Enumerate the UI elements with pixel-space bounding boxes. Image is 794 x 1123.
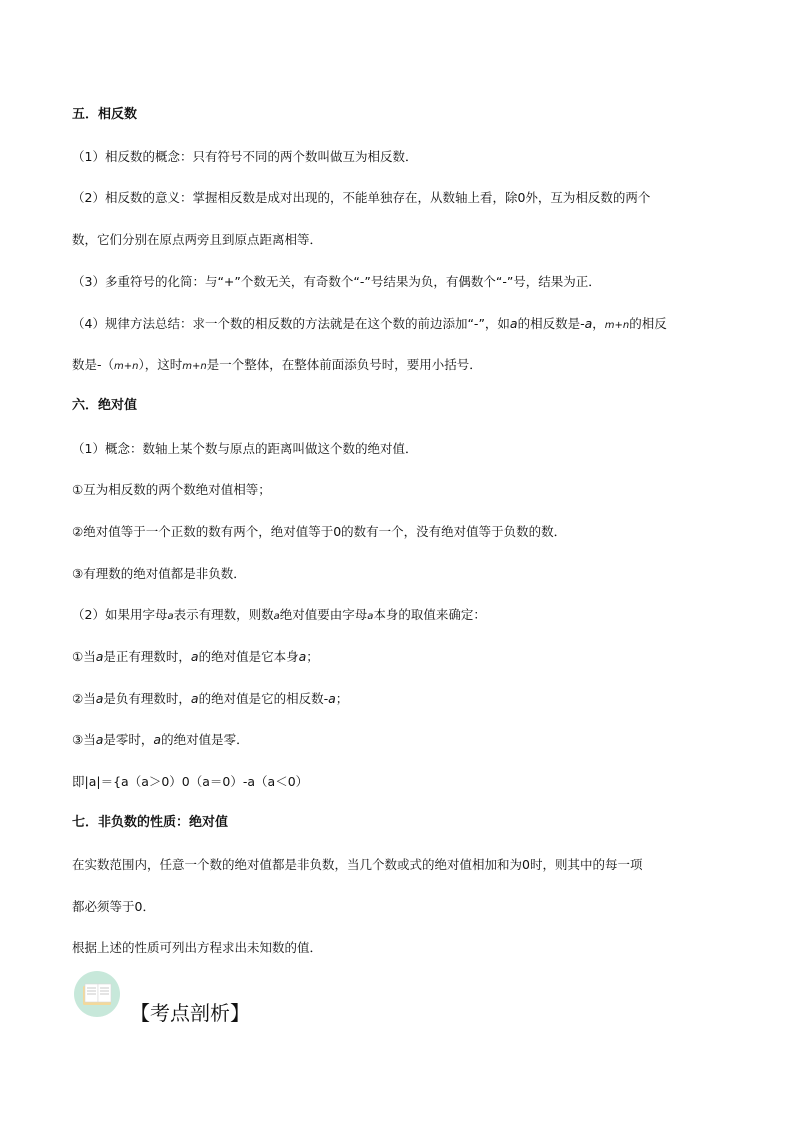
absolute-value-formula: 即|a|＝{a（a＞0）0（a＝0）-a（a＜0） bbox=[72, 774, 309, 789]
sec7-paragraph-1b: 都必须等于0． bbox=[72, 899, 155, 914]
text-run: 的相反数是 bbox=[517, 316, 581, 331]
sec5-paragraph-4a bbox=[72, 315, 667, 335]
text-run: ③当 bbox=[72, 732, 96, 747]
section-5-title: 五．相反数 bbox=[72, 107, 138, 122]
math-var: a bbox=[273, 611, 280, 622]
sec5-paragraph-3: （3）多重符号的化简：与“+”个数无关，有奇数个“-”号结果为负，有偶数个“-”号，结果为正． bbox=[72, 274, 601, 289]
sec5-paragraph-2a: （2）相反数的意义：掌握相反数是成对出现的，不能单独存在，从数轴上看，除0外，互为相反数的两个 bbox=[72, 190, 651, 205]
text-run: ； bbox=[306, 649, 319, 664]
sec6-case-2 bbox=[72, 690, 348, 708]
text-run: （4）规律方法总结：求一个数的相反数的方法就是在这个数的前边添加“-”，如 bbox=[72, 316, 510, 331]
sec6-item-1: ①互为相反数的两个数绝对值相等； bbox=[72, 482, 271, 497]
text-run: 数是-（ bbox=[72, 357, 115, 372]
text-run: ①当 bbox=[72, 649, 96, 664]
math-var: a bbox=[153, 732, 162, 747]
text-run: ， bbox=[592, 316, 605, 331]
exam-analysis-banner: 【考点剖析】 bbox=[130, 1001, 250, 1025]
sec6-case-1 bbox=[72, 648, 319, 666]
section-7-title: 七．非负数的性质：绝对值 bbox=[72, 815, 229, 830]
text-run: 的绝对值是它本身 bbox=[198, 649, 299, 664]
text-run: 是零时， bbox=[103, 732, 154, 747]
text-run: 是负有理数时， bbox=[103, 691, 191, 706]
text-run: ），这时 bbox=[138, 357, 183, 372]
text-run: 是一个整体，在整体前面添负号时，要用小括号． bbox=[206, 357, 482, 372]
text-run: （2）如果用字母 bbox=[72, 607, 168, 622]
text-run: 的绝对值是它的相反数 bbox=[198, 691, 324, 706]
text-run: 是正有理数时， bbox=[103, 649, 191, 664]
math-var: -a bbox=[323, 691, 336, 706]
sec5-paragraph-4b bbox=[72, 356, 482, 376]
text-run: 本身的取值来确定： bbox=[373, 607, 486, 622]
sec6-case-3 bbox=[72, 731, 249, 749]
sec5-paragraph-1: （1）相反数的概念：只有符号不同的两个数叫做互为相反数． bbox=[72, 149, 418, 164]
sec5-paragraph-2b: 数，它们分别在原点两旁且到原点距离相等． bbox=[72, 232, 323, 247]
math-var: m+n bbox=[114, 361, 139, 372]
math-var: a bbox=[367, 611, 374, 622]
math-var: a bbox=[190, 649, 199, 664]
sec6-item-2: ②绝对值等于一个正数的数有两个，绝对值等于0的数有一个，没有绝对值等于负数的数． bbox=[72, 524, 567, 539]
text-run: 绝对值要由字母 bbox=[279, 607, 368, 622]
sec7-paragraph-1a: 在实数范围内，任意一个数的绝对值都是非负数，当几个数或式的绝对值相加和为0时，则其中的每一项 bbox=[72, 857, 643, 872]
math-var: a bbox=[298, 649, 307, 664]
sec6-paragraph-1: （1）概念：数轴上某个数与原点的距离叫做这个数的绝对值． bbox=[72, 441, 418, 456]
math-var: m+n bbox=[182, 361, 207, 372]
math-var: m+n bbox=[604, 320, 630, 331]
math-var: a bbox=[509, 316, 518, 331]
math-var: -a bbox=[580, 316, 593, 331]
text-run: ； bbox=[335, 691, 349, 706]
text-run: 的绝对值是零． bbox=[161, 732, 249, 747]
sec6-paragraph-2 bbox=[72, 606, 486, 626]
section-6-title: 六．绝对值 bbox=[72, 398, 138, 413]
text-run: 的相反 bbox=[629, 316, 667, 331]
text-run: 表示有理数，则数 bbox=[173, 607, 274, 622]
math-var: a bbox=[190, 691, 199, 706]
sec6-item-3: ③有理数的绝对值都是非负数． bbox=[72, 566, 246, 581]
sec7-paragraph-2: 根据上述的性质可列出方程求出未知数的值． bbox=[72, 940, 323, 955]
text-run: ②当 bbox=[72, 691, 96, 706]
math-var: a bbox=[95, 732, 104, 747]
math-var: a bbox=[95, 691, 104, 706]
math-var: a bbox=[95, 649, 104, 664]
math-var: a bbox=[167, 611, 174, 622]
document-icon bbox=[74, 971, 120, 1017]
